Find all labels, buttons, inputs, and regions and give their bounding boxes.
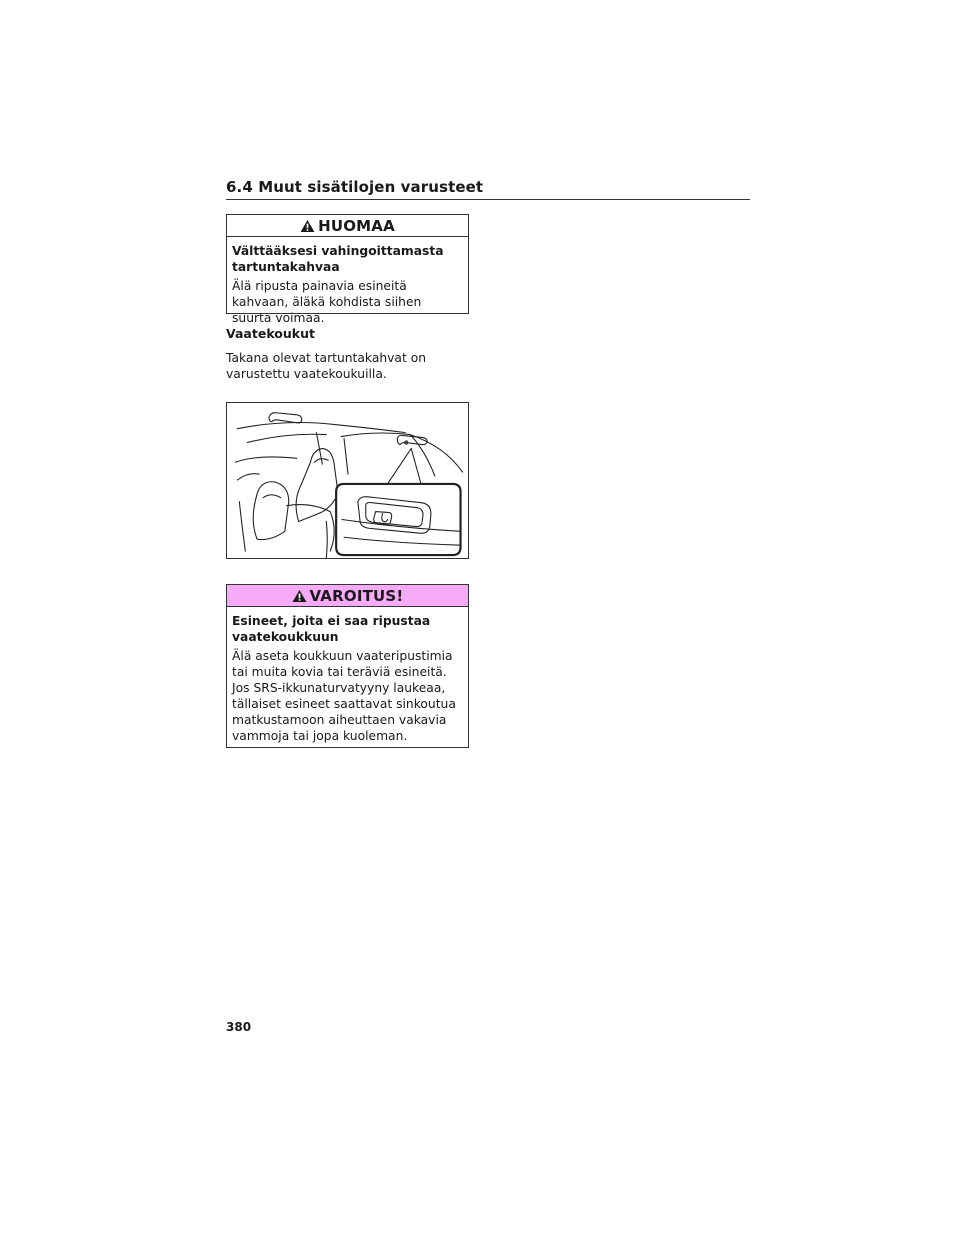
warning-triangle-icon <box>300 219 315 233</box>
coat-hooks-heading: Vaatekoukut <box>226 326 315 341</box>
notice-header <box>227 215 468 237</box>
warning-triangle-icon <box>292 589 307 603</box>
notice-box <box>226 214 469 325</box>
warning-box <box>226 584 469 748</box>
section-title: 6.4 Muut sisätilojen varusteet <box>226 178 484 196</box>
warning-label: VAROITUS! <box>309 586 404 605</box>
coat-hooks-text: Takana olevat tartuntakahvat on varustettu vaatekoukuilla. <box>226 351 427 381</box>
notice-subheading: Välttääksesi vahingoittamasta tartuntakahvaa <box>232 244 444 274</box>
warning-subheading: Esineet, joita ei saa ripustaa vaatekoukkuun <box>232 614 431 644</box>
section-header <box>226 177 750 200</box>
warning-text: Älä aseta koukkuun vaateripustimia tai muita kovia tai teräviä esineitä. Jos SRS-ikkunaturvatyyny laukeaa, tällaiset esineet saattavat sinkoutua matkustamoon aiheuttaen vakavia vammoja tai jopa kuoleman. <box>232 649 456 743</box>
notice-text: Älä ripusta painavia esineitä kahvaan, äläkä kohdista siihen suurta voimaa. <box>232 279 422 325</box>
coat-hook-illustration <box>226 402 469 559</box>
page-number: 380 <box>226 1020 252 1034</box>
notice-label: HUOMAA <box>318 216 395 235</box>
warning-header <box>227 585 468 607</box>
